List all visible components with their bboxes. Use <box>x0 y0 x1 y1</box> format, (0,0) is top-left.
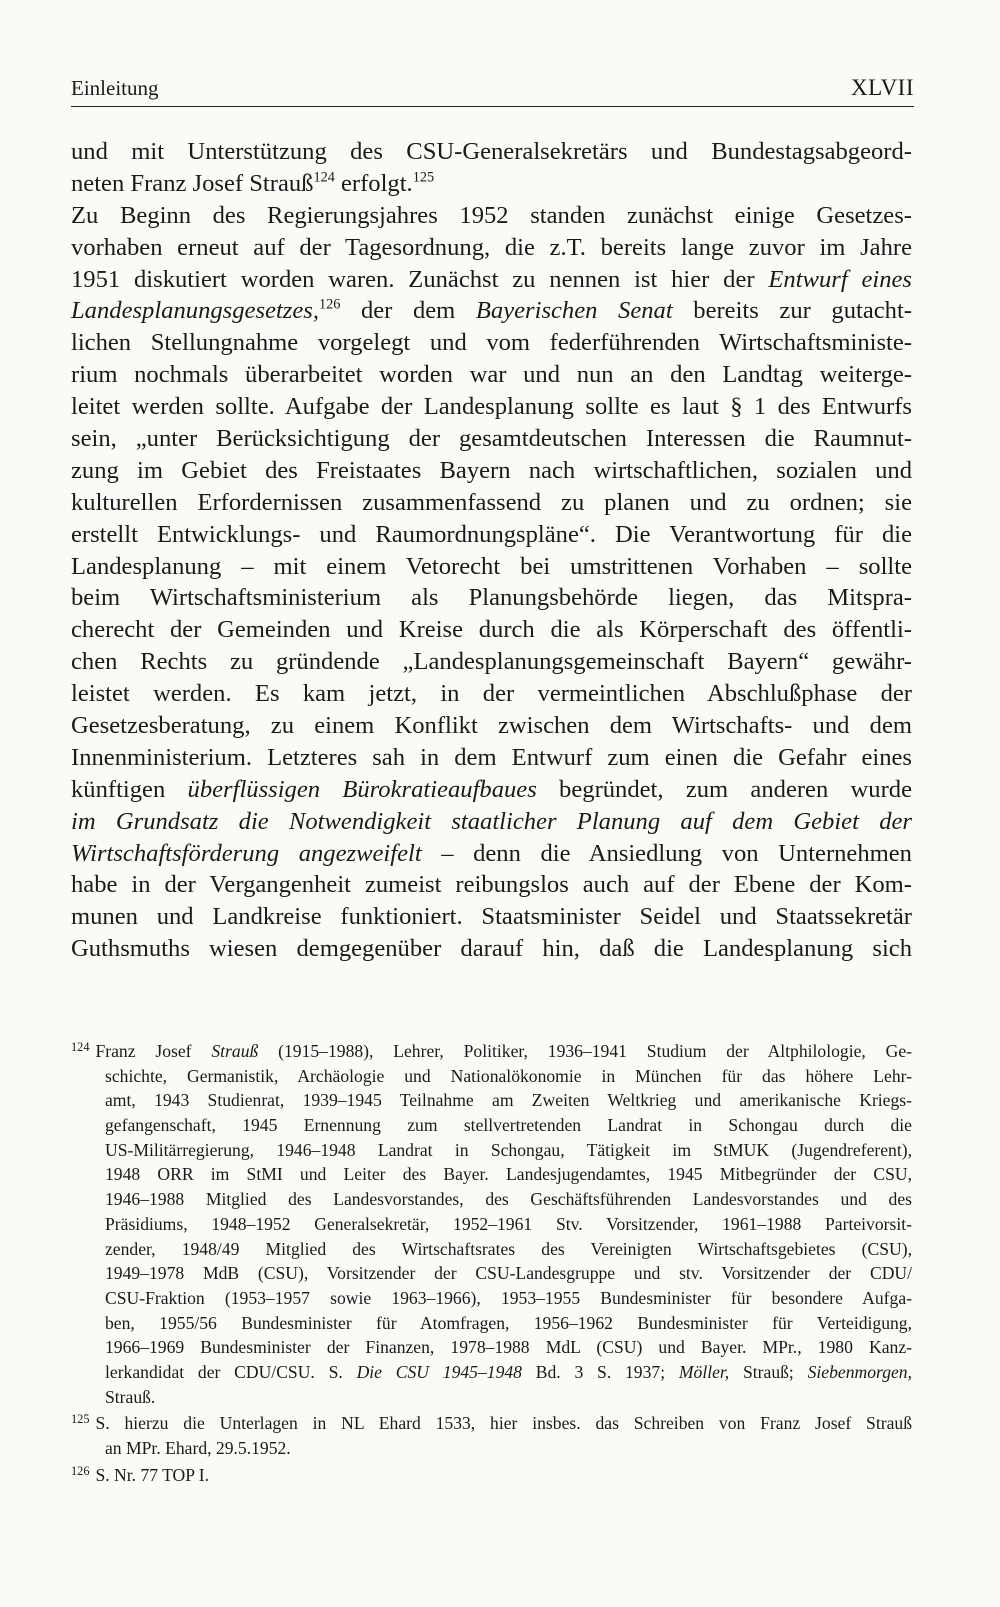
text-line: zung im Gebiet des Freistaates Bayern nach wirtschaftlichen, sozialen und <box>71 456 912 484</box>
footnote-line: Präsidiums, 1948–1952 Generalsekretär, 1952–1961 Stv. Vorsitzender, 1961–1988 Parteivorsit- <box>105 1213 912 1234</box>
footnote-line: ben, 1955/56 Bundesminister für Atomfragen, 1956–1962 Bundesminister für Verteidigung, <box>105 1312 912 1333</box>
text-line: habe in der Vergangenheit zumeist reibungslos auch auf der Ebene der Kom- <box>71 871 912 899</box>
footnote-number: 125 <box>71 1412 90 1427</box>
footnote-line: 1949–1978 MdB (CSU), Vorsitzender der CSU-Landesgruppe und stv. Vorsitzender der CDU/ <box>105 1263 912 1284</box>
footnote-124 <box>71 1039 912 1409</box>
footnote-line: Strauß. <box>105 1386 156 1407</box>
text-line: Guthsmuths wiesen demgegenüber darauf hin, daß die Landesplanung sich <box>71 935 912 963</box>
text-line: rium nochmals überarbeitet worden war und nun an den Landtag weiterge- <box>71 361 912 389</box>
text-line: beim Wirtschaftsministerium als Planungsbehörde liegen, das Mitspra- <box>71 584 912 612</box>
text-line: leitet werden sollte. Aufgabe der Landesplanung sollte es laut § 1 des Entwurfs <box>71 393 912 421</box>
footnote-line: $^{126}$ S. Nr. 77 TOP I. <box>71 1463 210 1485</box>
text-line: chen Rechts zu gründende „Landesplanungsgemeinschaft Bayern“ gewähr- <box>71 648 912 676</box>
footnote-line: 1966–1969 Bundesminister der Finanzen, 1978–1988 MdL (CSU) und Bayer. MPr., 1980 Kanz- <box>105 1337 912 1358</box>
footnote-line: $^{125}$ S. hierzu die Unterlagen in NL Ehard 1533, hier insbes. das Schreiben von Franz Josef Strauß <box>71 1412 912 1434</box>
text-line: vorhaben erneut auf der Tagesordnung, die z.T. bereits lange zuvor im Jahre <box>71 233 912 261</box>
footnote-line: 1948 ORR im StMI und Leiter des Bayer. Landesjugendamtes, 1945 Mitbegründer der CSU, <box>105 1164 912 1185</box>
text-line: Landesplanungsgesetzes,$^{126}$ der dem Bayerischen Senat bereits zur gutacht- <box>71 297 913 325</box>
text-line: munen und Landkreise funktioniert. Staatsminister Seidel und Staatssekretär <box>71 903 912 931</box>
text-line: lichen Stellungnahme vorgelegt und vom federführenden Wirtschaftsministe- <box>71 329 912 357</box>
footnote-line: US-Militärregierung, 1946–1948 Landrat in Schongau, Tätigkeit im StMUK (Jugendreferent), <box>105 1139 912 1160</box>
text-line: kulturellen Erfordernissen zusammenfassend zu planen und zu ordnen; sie <box>71 488 912 516</box>
chapter-title: Einleitung <box>71 76 159 100</box>
text-line: künftigen überflüssigen Bürokratieaufbaues begründet, zum anderen wurde <box>71 775 912 803</box>
text-line: im Grundsatz die Notwendigkeit staatlicher Planung auf dem Gebiet der <box>71 807 912 835</box>
running-head <box>71 76 914 107</box>
footnote-line: amt, 1943 Studienrat, 1939–1945 Teilnahme am Zweiten Weltkrieg und amerikanische Kriegs- <box>105 1090 912 1111</box>
text-line: sein, „unter Berücksichtigung der gesamtdeutschen Interessen die Raumnut- <box>71 425 912 453</box>
footnotes <box>71 1039 912 1489</box>
text-line: und mit Unterstützung des CSU-Generalsekretärs und Bundestagsabgeord- <box>71 138 912 165</box>
footnote-line: zender, 1948/49 Mitglied des Wirtschaftsrates des Vereinigten Wirtschaftsgebietes (CSU), <box>105 1238 912 1259</box>
text-line: 1951 diskutiert worden waren. Zunächst zu nennen ist hier der Entwurf eines <box>71 265 912 293</box>
page-number: XLVII <box>851 75 914 100</box>
text-line: Zu Beginn des Regierungsjahres 1952 standen zunächst einige Gesetzes- <box>71 201 912 229</box>
text-line: Wirtschaftsförderung angezweifelt – denn die Ansiedlung von Unternehmen <box>71 839 912 867</box>
text-line: neten Franz Josef Strauß$^{124}$ erfolgt.$^{125}$ <box>71 169 435 197</box>
text-line: cherecht der Gemeinden und Kreise durch die als Körperschaft des öffentli- <box>71 616 912 644</box>
text-line: erstellt Entwicklungs- und Raumordnungspläne“. Die Verantwortung für die <box>71 520 912 548</box>
footnote-line: schichte, Germanistik, Archäologie und Nationalökonomie in München für das höhere Lehr- <box>105 1065 912 1086</box>
footnote-line: $^{124}$ Franz Josef Strauß (1915–1988), Lehrer, Politiker, 1936–1941 Studium der Altphilologie, Ge- <box>71 1039 913 1061</box>
text-line: Landesplanung – mit einem Vetorecht bei umstrittenen Vorhaben – sollte <box>71 552 912 580</box>
text-line: Innenministerium. Letzteres sah in dem Entwurf zum einen die Gefahr eines <box>71 743 912 771</box>
footnote-125 <box>71 1411 912 1460</box>
footnote-line: CSU-Fraktion (1953–1957 sowie 1963–1966), 1953–1955 Bundesminister für besondere Aufga- <box>105 1287 912 1308</box>
footnote-line: an MPr. Ehard, 29.5.1952. <box>105 1438 291 1458</box>
footnote-line: lerkandidat der CDU/CSU. S. Die CSU 1945–1948 Bd. 3 S. 1937; Möller, Strauß; Siebenmorgen, <box>105 1361 913 1382</box>
main-text <box>71 136 912 965</box>
footnote-line: gefangenschaft, 1945 Ernennung zum stellvertretenden Landrat in Schongau durch die <box>105 1115 912 1136</box>
footnote-number: 126 <box>71 1463 90 1478</box>
footnote-line: 1946–1988 Mitglied des Landesvorstandes, des Geschäftsführenden Landesvorstandes und des <box>105 1189 912 1210</box>
text-line: leistet werden. Es kam jetzt, in der vermeintlichen Abschlußphase der <box>71 680 912 708</box>
text-line: Gesetzesberatung, zu einem Konflikt zwischen dem Wirtschafts- und dem <box>71 712 912 740</box>
footnote-number: 124 <box>71 1039 90 1054</box>
footnote-126 <box>71 1463 912 1488</box>
